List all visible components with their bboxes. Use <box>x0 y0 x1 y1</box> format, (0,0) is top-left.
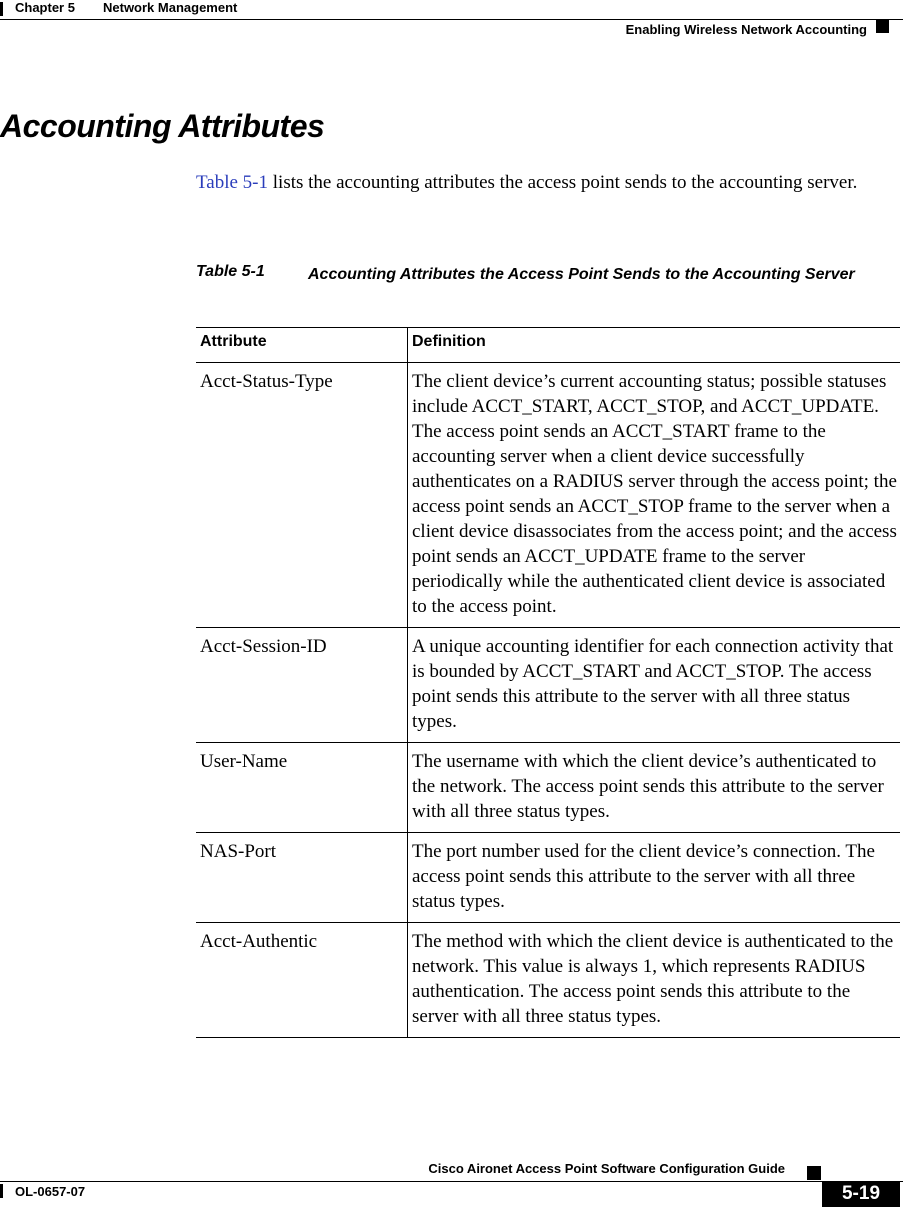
attribute-cell: Acct-Status-Type <box>200 371 333 392</box>
table-row <box>196 627 900 742</box>
table-caption-title: Accounting Attributes the Access Point Sends to the Accounting Server <box>308 266 855 283</box>
footer-marker <box>0 1184 3 1198</box>
column-divider <box>407 327 408 1038</box>
footer-guide-title: Cisco Aironet Access Point Software Configuration Guide <box>428 1161 785 1176</box>
header-chapter: Chapter 5 <box>15 0 75 15</box>
footer-rule <box>0 1181 903 1182</box>
attribute-cell: Acct-Session-ID <box>200 636 327 657</box>
header-square-marker <box>876 20 889 33</box>
attributes-table <box>196 327 900 1038</box>
attribute-cell: User-Name <box>200 751 288 772</box>
intro-paragraph <box>196 170 896 195</box>
table-caption-label: Table 5-1 <box>196 263 265 280</box>
footer-square-marker <box>807 1166 821 1180</box>
page-title: Accounting Attributes <box>0 108 325 144</box>
definition-cell: A unique accounting identifier for each connection activity that is bounded by ACCT_START and ACCT_STOP. The access point sends this attribute to the server with all three status types. <box>412 636 894 732</box>
footer-doc-number: OL-0657-07 <box>15 1184 86 1199</box>
definition-cell: The username with which the client device’s authenticated to the network. The access point sends this attribute to the server with all three status types. <box>412 751 884 822</box>
page-number: 5-19 <box>822 1181 900 1207</box>
column-header-definition: Definition <box>412 333 486 350</box>
table-row <box>196 832 900 922</box>
header-chapter-title: Network Management <box>103 0 238 15</box>
header-rule <box>0 19 903 20</box>
table-row <box>196 742 900 832</box>
table-reference-link[interactable]: Table 5-1 <box>196 172 269 193</box>
header-section-title: Enabling Wireless Network Accounting <box>625 22 867 37</box>
attribute-cell: NAS-Port <box>200 841 277 862</box>
definition-cell: The method with which the client device is authenticated to the network. This value is always 1, which represents RADIUS authentication. The access point sends this attribute to the server with all three status types. <box>412 931 894 1027</box>
column-header-attribute: Attribute <box>200 333 267 350</box>
table-row <box>196 362 900 627</box>
intro-text: lists the accounting attributes the access point sends to the accounting server. <box>268 172 858 193</box>
table-row <box>196 922 900 1038</box>
header-marker <box>0 2 3 16</box>
definition-cell: The client device’s current accounting status; possible statuses include ACCT_START, ACCT_STOP, and ACCT_UPDATE. The access point sends an ACCT_START frame to the accounting server when a client device successfully authenticates on a RADIUS server through the access point; the access point sends an ACCT_STOP frame to the server when a client device disassociates from the access point; and the access point sends an ACCT_UPDATE frame to the server periodically while the authenticated client device is associated to the access point. <box>412 371 897 617</box>
table-header-row <box>196 327 900 362</box>
attribute-cell: Acct-Authentic <box>200 931 318 952</box>
definition-cell: The port number used for the client device’s connection. The access point sends this attribute to the server with all three status types. <box>412 841 875 912</box>
